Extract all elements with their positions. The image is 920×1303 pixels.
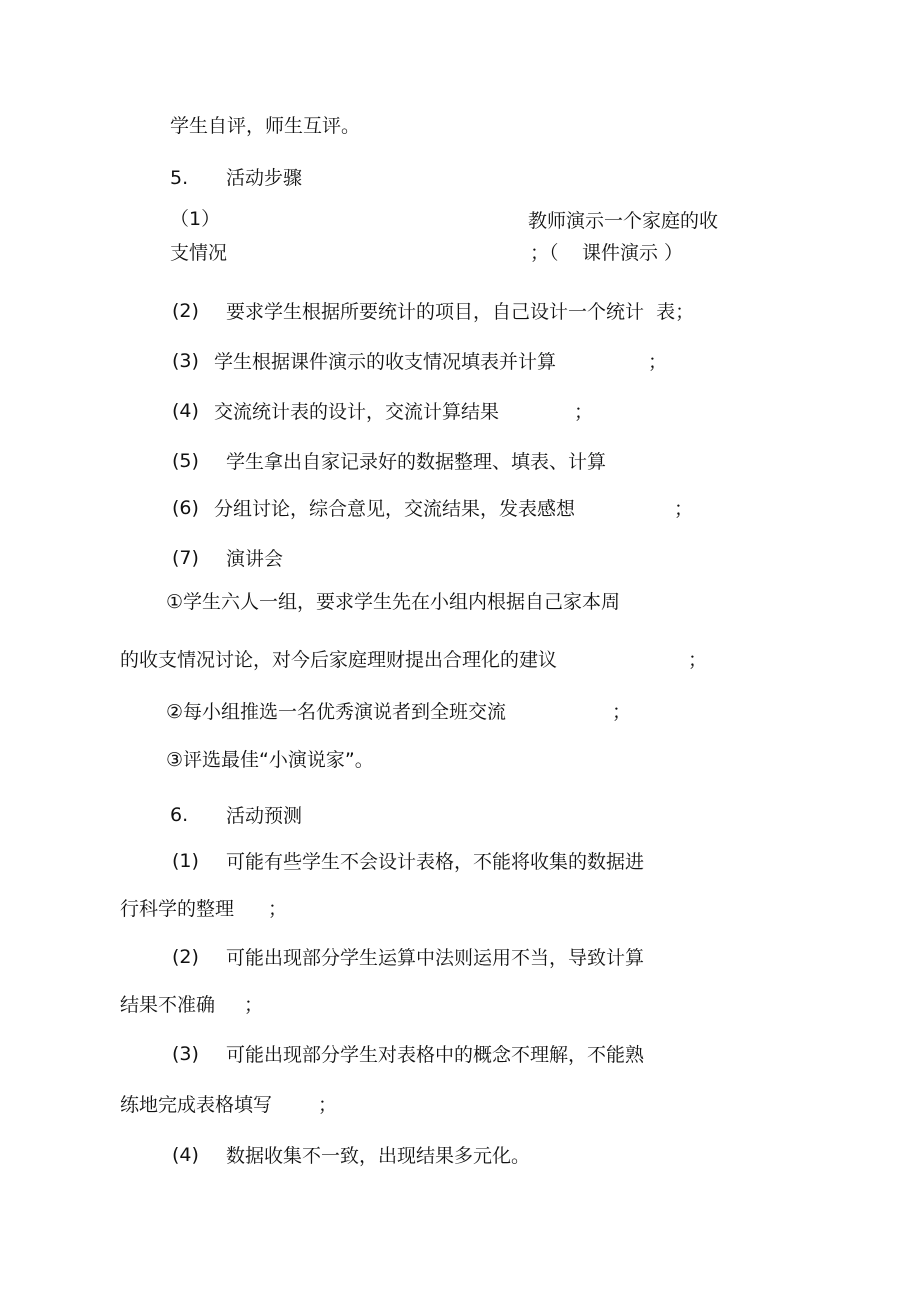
text-line: ；: [574, 401, 594, 423]
text-line: ；: [612, 701, 632, 723]
text-line: ；: [674, 498, 694, 520]
text-line: ③评选最佳“小演说家”。: [166, 749, 374, 771]
text-line: ；: [244, 994, 264, 1016]
item-number: (6): [172, 497, 199, 519]
section-heading: 活动预测: [226, 805, 303, 827]
item-number: (3): [172, 1043, 199, 1065]
item-number: (5): [172, 450, 199, 472]
text-line: 教师演示一个家庭的收: [528, 210, 719, 232]
text-line: 分组讨论，综合意见，交流结果，发表感想: [214, 498, 576, 520]
text-line: ；（: [530, 242, 559, 264]
text-line: 可能出现部分学生对表格中的概念不理解，不能熟: [226, 1044, 645, 1066]
text-line: 课件演示 ）: [582, 242, 684, 264]
text-line: 学生拿出自家记录好的数据整理、填表、计算: [226, 451, 607, 473]
item-number: (4): [172, 400, 199, 422]
section-number: 6.: [170, 804, 189, 826]
text-line: 可能有些学生不会设计表格，不能将收集的数据进: [226, 851, 645, 873]
section-heading: 活动步骤: [226, 167, 303, 189]
text-line: 可能出现部分学生运算中法则运用不当，导致计算: [226, 947, 645, 969]
text-line: 数据收集不一致，出现结果多元化。: [226, 1145, 531, 1167]
text-line: ；: [648, 351, 668, 373]
text-line: ；: [268, 898, 288, 920]
text-line: 演讲会: [226, 548, 284, 570]
text-line: 学生根据课件演示的收支情况填表并计算: [214, 351, 557, 373]
text-line: 练地完成表格填写: [120, 1094, 273, 1116]
text-line: 行科学的整理: [120, 898, 235, 920]
text-line: 结果不准确: [120, 994, 216, 1016]
item-number: (1): [172, 850, 199, 872]
item-number: (2): [172, 300, 199, 322]
item-number: (3): [172, 350, 199, 372]
text-line: ②每小组推选一名优秀演说者到全班交流: [166, 701, 507, 723]
text-line: 要求学生根据所要统计的项目，自己设计一个统计 表；: [226, 301, 695, 323]
item-number: （1）: [170, 208, 221, 230]
item-number: (2): [172, 946, 199, 968]
text-line: ；: [688, 649, 708, 671]
text-line: 学生自评，师生互评。: [170, 115, 361, 137]
text-line: 的收支情况讨论，对今后家庭理财提出合理化的建议: [120, 649, 558, 671]
item-number: (7): [172, 547, 199, 569]
item-number: (4): [172, 1144, 199, 1166]
text-line: 支情况: [170, 242, 228, 264]
section-number: 5.: [170, 167, 189, 189]
text-line: 交流统计表的设计，交流计算结果: [214, 401, 500, 423]
text-line: ；: [318, 1094, 338, 1116]
text-line: ①学生六人一组，要求学生先在小组内根据自己家本周: [166, 591, 621, 613]
